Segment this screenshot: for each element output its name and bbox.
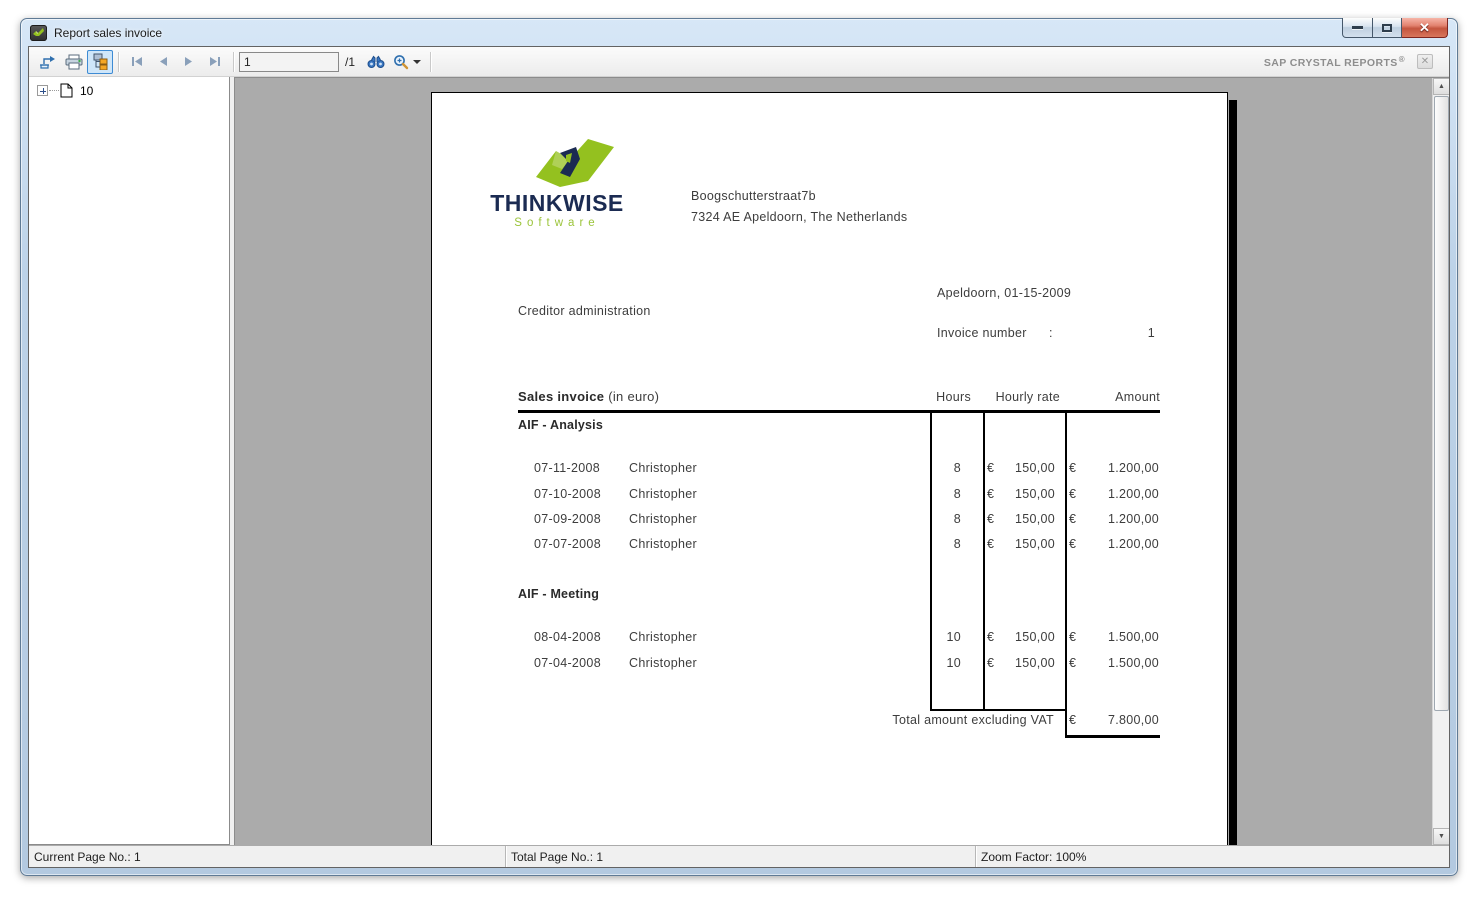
previous-page-icon [158,56,168,67]
previous-page-button[interactable] [150,50,176,74]
zoom-button[interactable] [389,50,425,74]
minimize-button[interactable] [1342,18,1373,38]
row-hourly-rate: 150,00 [1014,487,1055,501]
main-area [29,77,1449,845]
scroll-up-button[interactable] [1433,78,1449,95]
row-amount: 1.200,00 [1107,512,1159,526]
row-amount: 1.200,00 [1107,537,1159,551]
company-address-line1: Boogschutterstraat7b [691,189,816,203]
row-hourly-rate: 150,00 [1014,537,1055,551]
report-viewer-window [20,18,1458,876]
export-icon [39,54,57,70]
column-header-hours: Hours [936,390,971,404]
row-amount: 1.200,00 [1107,487,1159,501]
row-amount: 1.500,00 [1107,656,1159,670]
total-amount: 7.800,00 [1107,713,1159,727]
row-employee-name: Christopher [629,461,697,475]
row-hours: 8 [953,537,961,551]
page-drop-shadow [1229,100,1237,845]
section-header: AIF - Analysis [518,418,603,432]
column-divider [983,413,985,710]
zoom-icon [393,54,409,70]
close-icon: ✕ [1419,20,1430,35]
total-currency: € [1069,713,1077,727]
row-rate-currency: € [987,537,995,551]
column-divider [1065,413,1067,736]
tree-connector [49,90,59,91]
status-total-pages: Total Page No.: 1 [506,846,976,867]
export-button[interactable] [35,50,61,74]
page-number-input[interactable] [239,52,339,72]
table-title: Sales invoice (in euro) [518,389,660,404]
company-logo [482,137,632,229]
row-amount-currency: € [1069,512,1077,526]
row-date: 07-09-2008 [534,512,601,526]
registered-mark: ® [1398,54,1405,64]
scroll-up-icon: ▲ [1438,83,1445,90]
recipient: Creditor administration [518,304,651,318]
row-amount-currency: € [1069,630,1077,644]
titlebar [21,19,1457,46]
binoculars-icon [367,55,385,69]
zoom-dropdown-caret-icon [413,60,421,64]
viewer-close-box[interactable] [1417,54,1433,69]
maximize-button[interactable] [1373,18,1402,38]
row-hourly-rate: 150,00 [1014,630,1055,644]
print-button[interactable] [61,50,87,74]
client-area [28,46,1450,868]
tree-node[interactable] [37,83,229,98]
column-header-hourly-rate: Hourly rate [995,390,1060,404]
row-hourly-rate: 150,00 [1014,461,1055,475]
row-amount: 1.200,00 [1107,461,1159,475]
group-tree-panel [29,77,230,845]
total-bottom-rule [1065,735,1160,738]
status-current-page: Current Page No.: 1 [29,846,506,867]
close-button[interactable] [1402,18,1448,38]
row-date: 07-07-2008 [534,537,601,551]
total-label: Total amount excluding VAT [892,713,1054,727]
invoice-number-value: 1 [1147,326,1155,340]
invoice-number-label: Invoice number [937,326,1027,340]
toolbar-separator [118,52,119,72]
column-header-amount: Amount [1115,390,1160,404]
row-rate-currency: € [987,487,995,501]
viewer-close-icon: ✕ [1420,56,1430,67]
last-page-icon [209,56,221,67]
row-date: 07-10-2008 [534,487,601,501]
section-header: AIF - Meeting [518,587,600,601]
row-hours: 8 [953,512,961,526]
sap-crystal-reports-brand: SAP CRYSTAL REPORTS® [1263,54,1405,69]
row-rate-currency: € [987,630,995,644]
report-page [431,92,1228,845]
next-page-button[interactable] [176,50,202,74]
find-button[interactable] [363,50,389,74]
row-hourly-rate: 150,00 [1014,656,1055,670]
table-header-rule [518,410,1160,413]
row-hourly-rate: 150,00 [1014,512,1055,526]
next-page-icon [184,56,194,67]
row-amount: 1.500,00 [1107,630,1159,644]
maximize-icon [1382,24,1392,32]
scroll-down-icon: ▼ [1438,833,1445,840]
status-zoom-factor: Zoom Factor: 100% [981,849,1087,864]
vertical-scrollbar[interactable] [1432,78,1449,845]
row-employee-name: Christopher [629,537,697,551]
logo-sub-text: Software [514,217,600,229]
row-rate-currency: € [987,461,995,475]
last-page-button[interactable] [202,50,228,74]
row-employee-name: Christopher [629,512,697,526]
group-tree-icon [91,53,109,70]
report-preview-area [234,77,1449,845]
toolbar [29,47,1449,77]
row-amount-currency: € [1069,461,1077,475]
row-amount-currency: € [1069,537,1077,551]
columns-bottom-rule [930,709,1066,711]
first-page-icon [131,56,143,67]
minimize-icon [1352,26,1363,29]
logo-brand-text: THINKWISE [490,190,624,216]
row-employee-name: Christopher [629,487,697,501]
row-rate-currency: € [987,656,995,670]
row-date: 08-04-2008 [534,630,601,644]
row-hours: 10 [946,630,961,644]
window-controls [1342,18,1448,38]
row-date: 07-11-2008 [534,461,601,475]
app-icon [30,25,47,41]
thinkwise-mini-logo-icon [32,27,45,39]
scrollbar-thumb[interactable] [1434,96,1449,711]
page-document-icon [60,83,73,98]
row-hours: 8 [953,461,961,475]
window-title: Report sales invoice [54,25,163,40]
scroll-down-button[interactable] [1433,828,1449,845]
row-amount-currency: € [1069,656,1077,670]
row-date: 07-04-2008 [534,656,601,670]
status-bar [29,845,1449,867]
row-rate-currency: € [987,512,995,526]
print-icon [65,54,84,70]
row-employee-name: Christopher [629,656,697,670]
row-hours: 8 [953,487,961,501]
row-employee-name: Christopher [629,630,697,644]
toolbar-separator [233,52,234,72]
company-address-line2: 7324 AE Apeldoorn, The Netherlands [691,210,908,224]
invoice-number-colon: : [1049,326,1053,340]
toggle-group-tree-button[interactable] [87,50,113,74]
tree-node-label: 10 [80,83,94,98]
thinkwise-arrow-icon [526,137,616,189]
row-amount-currency: € [1069,487,1077,501]
first-page-button[interactable] [124,50,150,74]
toolbar-separator [430,52,431,72]
tree-expander-plus-icon[interactable] [37,85,48,96]
city-and-date: Apeldoorn, 01-15-2009 [937,286,1072,300]
row-hours: 10 [946,656,961,670]
page-total-label: /1 [345,54,356,69]
